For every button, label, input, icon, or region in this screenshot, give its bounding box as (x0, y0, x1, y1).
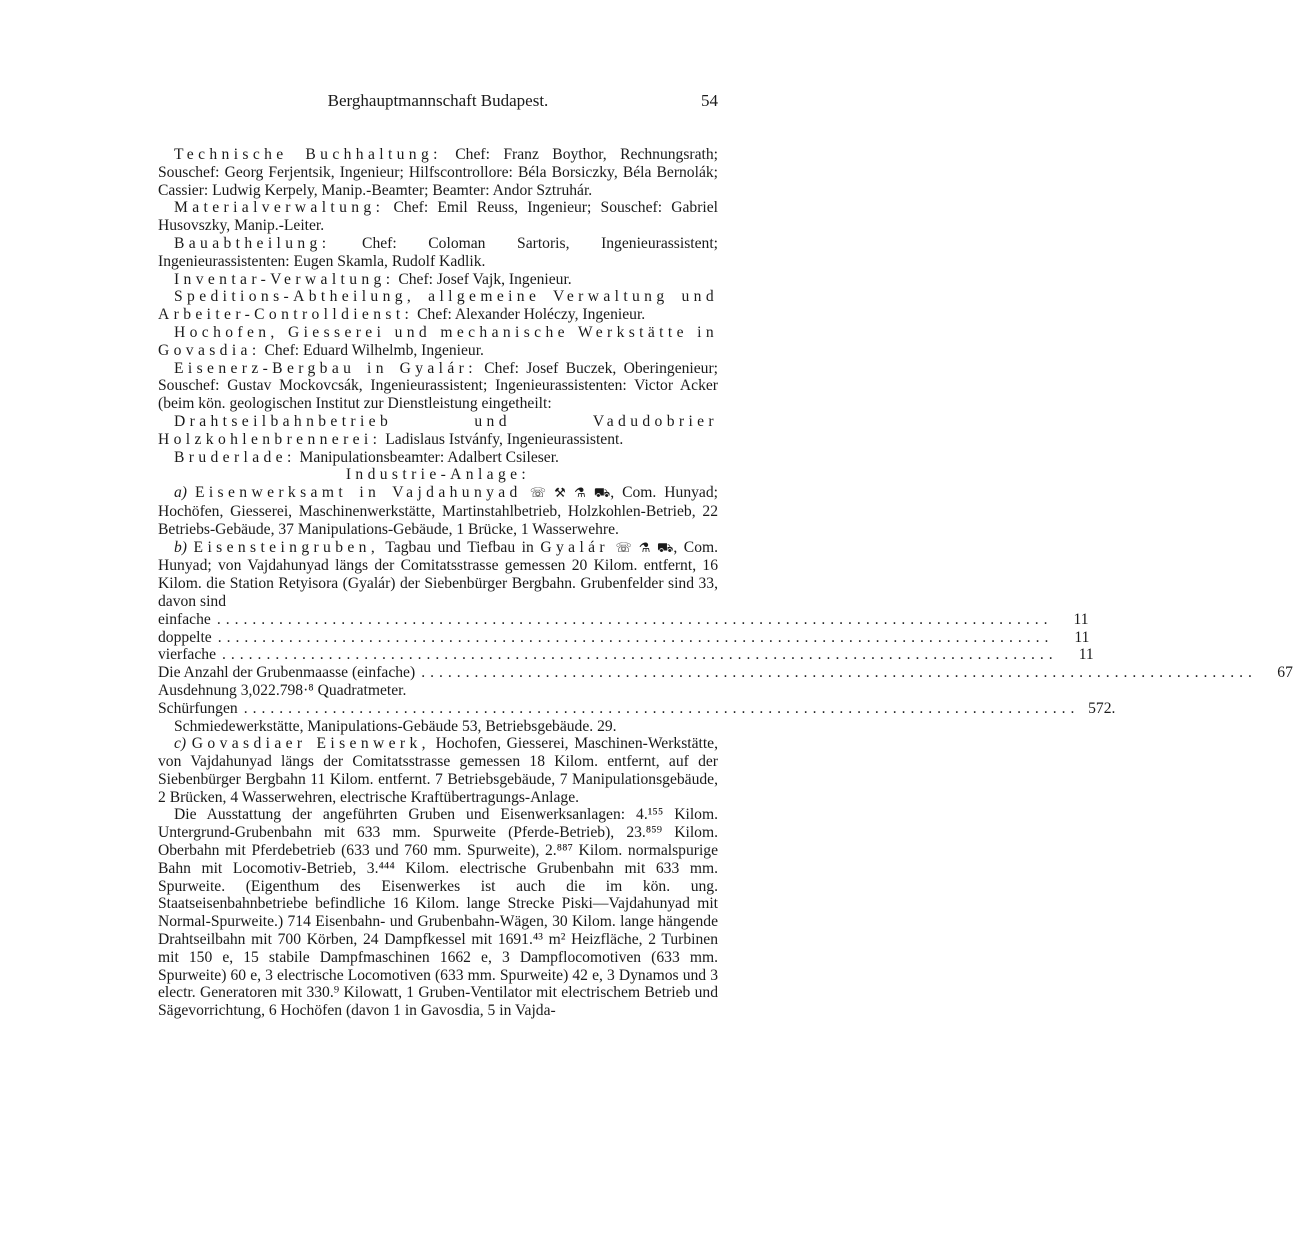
paragraph-text: Chef: Josef Buczek, Oberingenieur; Souschef: Gustav Mockovcsák, Ingenieurassistent; Ingenieurassistenten: Victor Acker (beim kön. geologischen Institut zur Dienstleistung eingetheilt: (158, 359, 718, 413)
item-marker: a) (174, 484, 187, 502)
leader-dots: .............................................................................................. (421, 664, 1257, 682)
paragraph-text: Chef: Josef Vajk, Ingenieur. (394, 270, 572, 288)
spaced-lead: Eisensteingruben, (193, 538, 380, 556)
spaced-lead: Bruderlade: (174, 448, 296, 466)
table-row (158, 628, 1090, 647)
spaced-lead: Eisenerz-Bergbau in Gyalár: (174, 359, 477, 377)
page-number: 54 (701, 91, 718, 110)
item-marker: b) (174, 538, 187, 556)
schmiede-line: Schmiedewerkstätte, Manipulations-Gebäude 53, Betriebsgebäude. 29. (174, 717, 617, 735)
paragraph-technische-buchhaltung (158, 146, 718, 199)
row-value: 572. (1088, 699, 1116, 717)
spaced-lead: Materialverwaltung: (174, 199, 385, 217)
paragraph-text: , Com. Hunyad; Hochöfen, Giesserei, Maschinenwerkstätte, Martinstahlbetrieb, Holzkohlen-Betrieb, 22 Betriebs-Gebäude, 37 Manipulations-Gebäude, 1 Brücke, 1 Wasserwehre. (158, 484, 718, 538)
row-label: doppelte (158, 628, 212, 646)
paragraph-text: Hochofen, Giesserei, Maschinen-Werkstätte, von Vajdahunyad längs der Comitatsstrasse gemessen 18 Kilom. entfernt, auf der Siebenbürger Bergbahn 11 Kilom. entfernt. 7 Betriebsgebäude, 7 Manipulationsgebäude, 2 Brücken, 4 Wasserwehren, electrische Kraftübertragungs-Anlage. (158, 735, 719, 806)
leader-dots: .............................................................................................. (222, 646, 1058, 664)
paragraph-speditions-abtheilung (158, 288, 718, 324)
ausstattung-paragraph: Die Ausstattung der angeführten Gruben und Eisenwerksanlagen: 4.¹⁵⁵ Kilom. Untergrund-Grubenbahn mit 633 mm. Spurweite (Pferde-Betrieb), 23.⁸⁵⁹ Kilom. Oberbahn mit Pferdebetrieb (633 und 760 mm. Spurweite), 2.⁸⁸⁷ Kilom. normalspurige Bahn mit Locomotiv-Betrieb, 3.⁴⁴⁴ Kilom. electrische Grubenbahn mit 633 mm. Spurweite. (Eigenthum des Eisenwerkes ist auch die im kön. ung. Staatseisenbahnbetriebe befindliche 16 Kilom. lange Strecke Piski—Vajdahunyad mit Normal-Spurweite.) 714 Eisenbahn- und Grubenbahn-Wägen, 30 Kilom. lange hängende Drahtseilbahn mit 700 Körben, 24 Dampfkessel mit 1691.⁴³ m² Heizfläche, 2 Turbinen mit 150 e, 15 stabile Dampfmaschinen 1662 e, 3 Dampflocomotiven (633 mm. Spurweite) 60 e, 3 electrische Locomotiven (633 mm. Spurweite) 42 e, 3 Dynamos und 3 electr. Generatoren mit 330.⁹ Kilowatt, 1 Gruben-Ventilator mit electrischem Betrieb und Sägevorrichtung, 6 Hochöfen (davon 1 in Gavosdia, 5 in Vajda- (158, 806, 718, 1020)
page-header-title: Berghauptmannschaft Budapest. (327, 91, 549, 110)
map-symbols-icon: ☏ ⚒ ⚗ ⛟ (529, 486, 611, 502)
spaced-lead: Eisenwerksamt in Vajdahunyad (194, 484, 522, 502)
spaced-lead: Hochofen, Giesserei und mechanische Werkstätte in Govasdia: (158, 323, 718, 359)
paragraph-text: Tagbau und Tiefbau in (379, 538, 541, 556)
item-b-eisensteingruben (158, 539, 718, 611)
paragraph-text: , Com. Hunyad; von Vajdahunyad längs der Comitatsstrasse gemessen 20 Kilom. entfernt, 16 Kilom. die Station Retyisora (Gyalár) der Siebenbürger Bergbahn. Grubenfelder sind 33, davon sind (158, 538, 719, 610)
paragraph-text: Chef: Franz Boythor, Rechnungsrath; Souschef: Georg Ferjentsik, Ingenieur; Hilfscontrollore: Béla Borsiczky, Béla Bernolák; Cassier: Ludwig Kerpely, Manip.-Beamter; Beamter: Andor Sztruhár. (158, 146, 718, 199)
row-label: einfache (158, 610, 211, 628)
running-header (158, 90, 718, 112)
row-label: vierfache (158, 646, 216, 664)
row-value: 67 (1277, 664, 1293, 682)
section-heading: Industrie-Anlage: (345, 466, 531, 484)
spaced-place: Gyalár (540, 538, 609, 556)
paragraph-text: Chef: Eduard Wilhelmb, Ingenieur. (260, 341, 484, 359)
spaced-lead: Govasdiaer Eisenwerk, (191, 735, 430, 753)
paragraph-hochofen (158, 324, 718, 360)
item-c-govasdiaer-eisenwerk (158, 735, 718, 806)
spaced-lead: Technische Buchhaltung: (174, 146, 442, 163)
spaced-lead: Drahtseilbahnbetrieb und Vadudobrier Holzkohlenbrennerei: (158, 412, 718, 448)
paragraph-text: Chef: Alexander Holéczy, Ingenieur. (413, 306, 646, 324)
spaced-lead: Bauabtheilung: (174, 234, 331, 252)
paragraph-materialverwaltung (158, 199, 718, 235)
row-label: Schürfungen (158, 699, 238, 717)
paragraph-text: Manipulationsbeamter: Adalbert Csileser. (295, 448, 559, 466)
leader-dots: .............................................................................................. (217, 628, 1054, 646)
row-value: 11 (1078, 646, 1094, 664)
item-marker: c) (174, 735, 187, 753)
row-label: Die Anzahl der Grubenmaasse (einfache) (158, 664, 416, 682)
paragraph-drahtseilbahnbetrieb (158, 413, 718, 449)
paragraph-eisenerz-bergbau (158, 360, 718, 413)
row-value: 11 (1074, 628, 1090, 646)
paragraph-inventar-verwaltung (158, 271, 718, 289)
row-value: 11 (1073, 610, 1089, 628)
map-symbols-icon: ☏ ⚗ ⛟ (615, 540, 674, 556)
table-row (158, 610, 1089, 629)
table-row (158, 646, 1094, 664)
paragraph-text: Chef: Coloman Sartoris, Ingenieurassistent; Ingenieurassistenten: Eugen Skamla, Rudolf Kadlik. (158, 234, 718, 270)
leader-dots: .............................................................................................. (243, 699, 1080, 717)
spaced-lead: Speditions-Abtheilung, allgemeine Verwaltung und Arbeiter-Controlldienst: (158, 288, 718, 324)
paragraph-bauabtheilung (158, 235, 718, 271)
paragraph-text: Ladislaus Istvánfy, Ingenieurassistent. (381, 430, 624, 448)
page-body (158, 146, 1293, 1020)
item-a-eisenwerksamt (158, 484, 718, 538)
paragraph-bruderlade (158, 449, 718, 467)
ausdehnung-line: Ausdehnung 3,022.798·⁸ Quadratmeter. (158, 681, 407, 699)
leader-dots: .............................................................................................. (216, 610, 1053, 628)
table-row (158, 664, 1293, 682)
table-row (158, 699, 1116, 718)
spaced-lead: Inventar-Verwaltung: (174, 270, 395, 288)
paragraph-text: Chef: Emil Reuss, Ingenieur; Souschef: Gabriel Husovszky, Manip.-Leiter. (158, 199, 718, 235)
